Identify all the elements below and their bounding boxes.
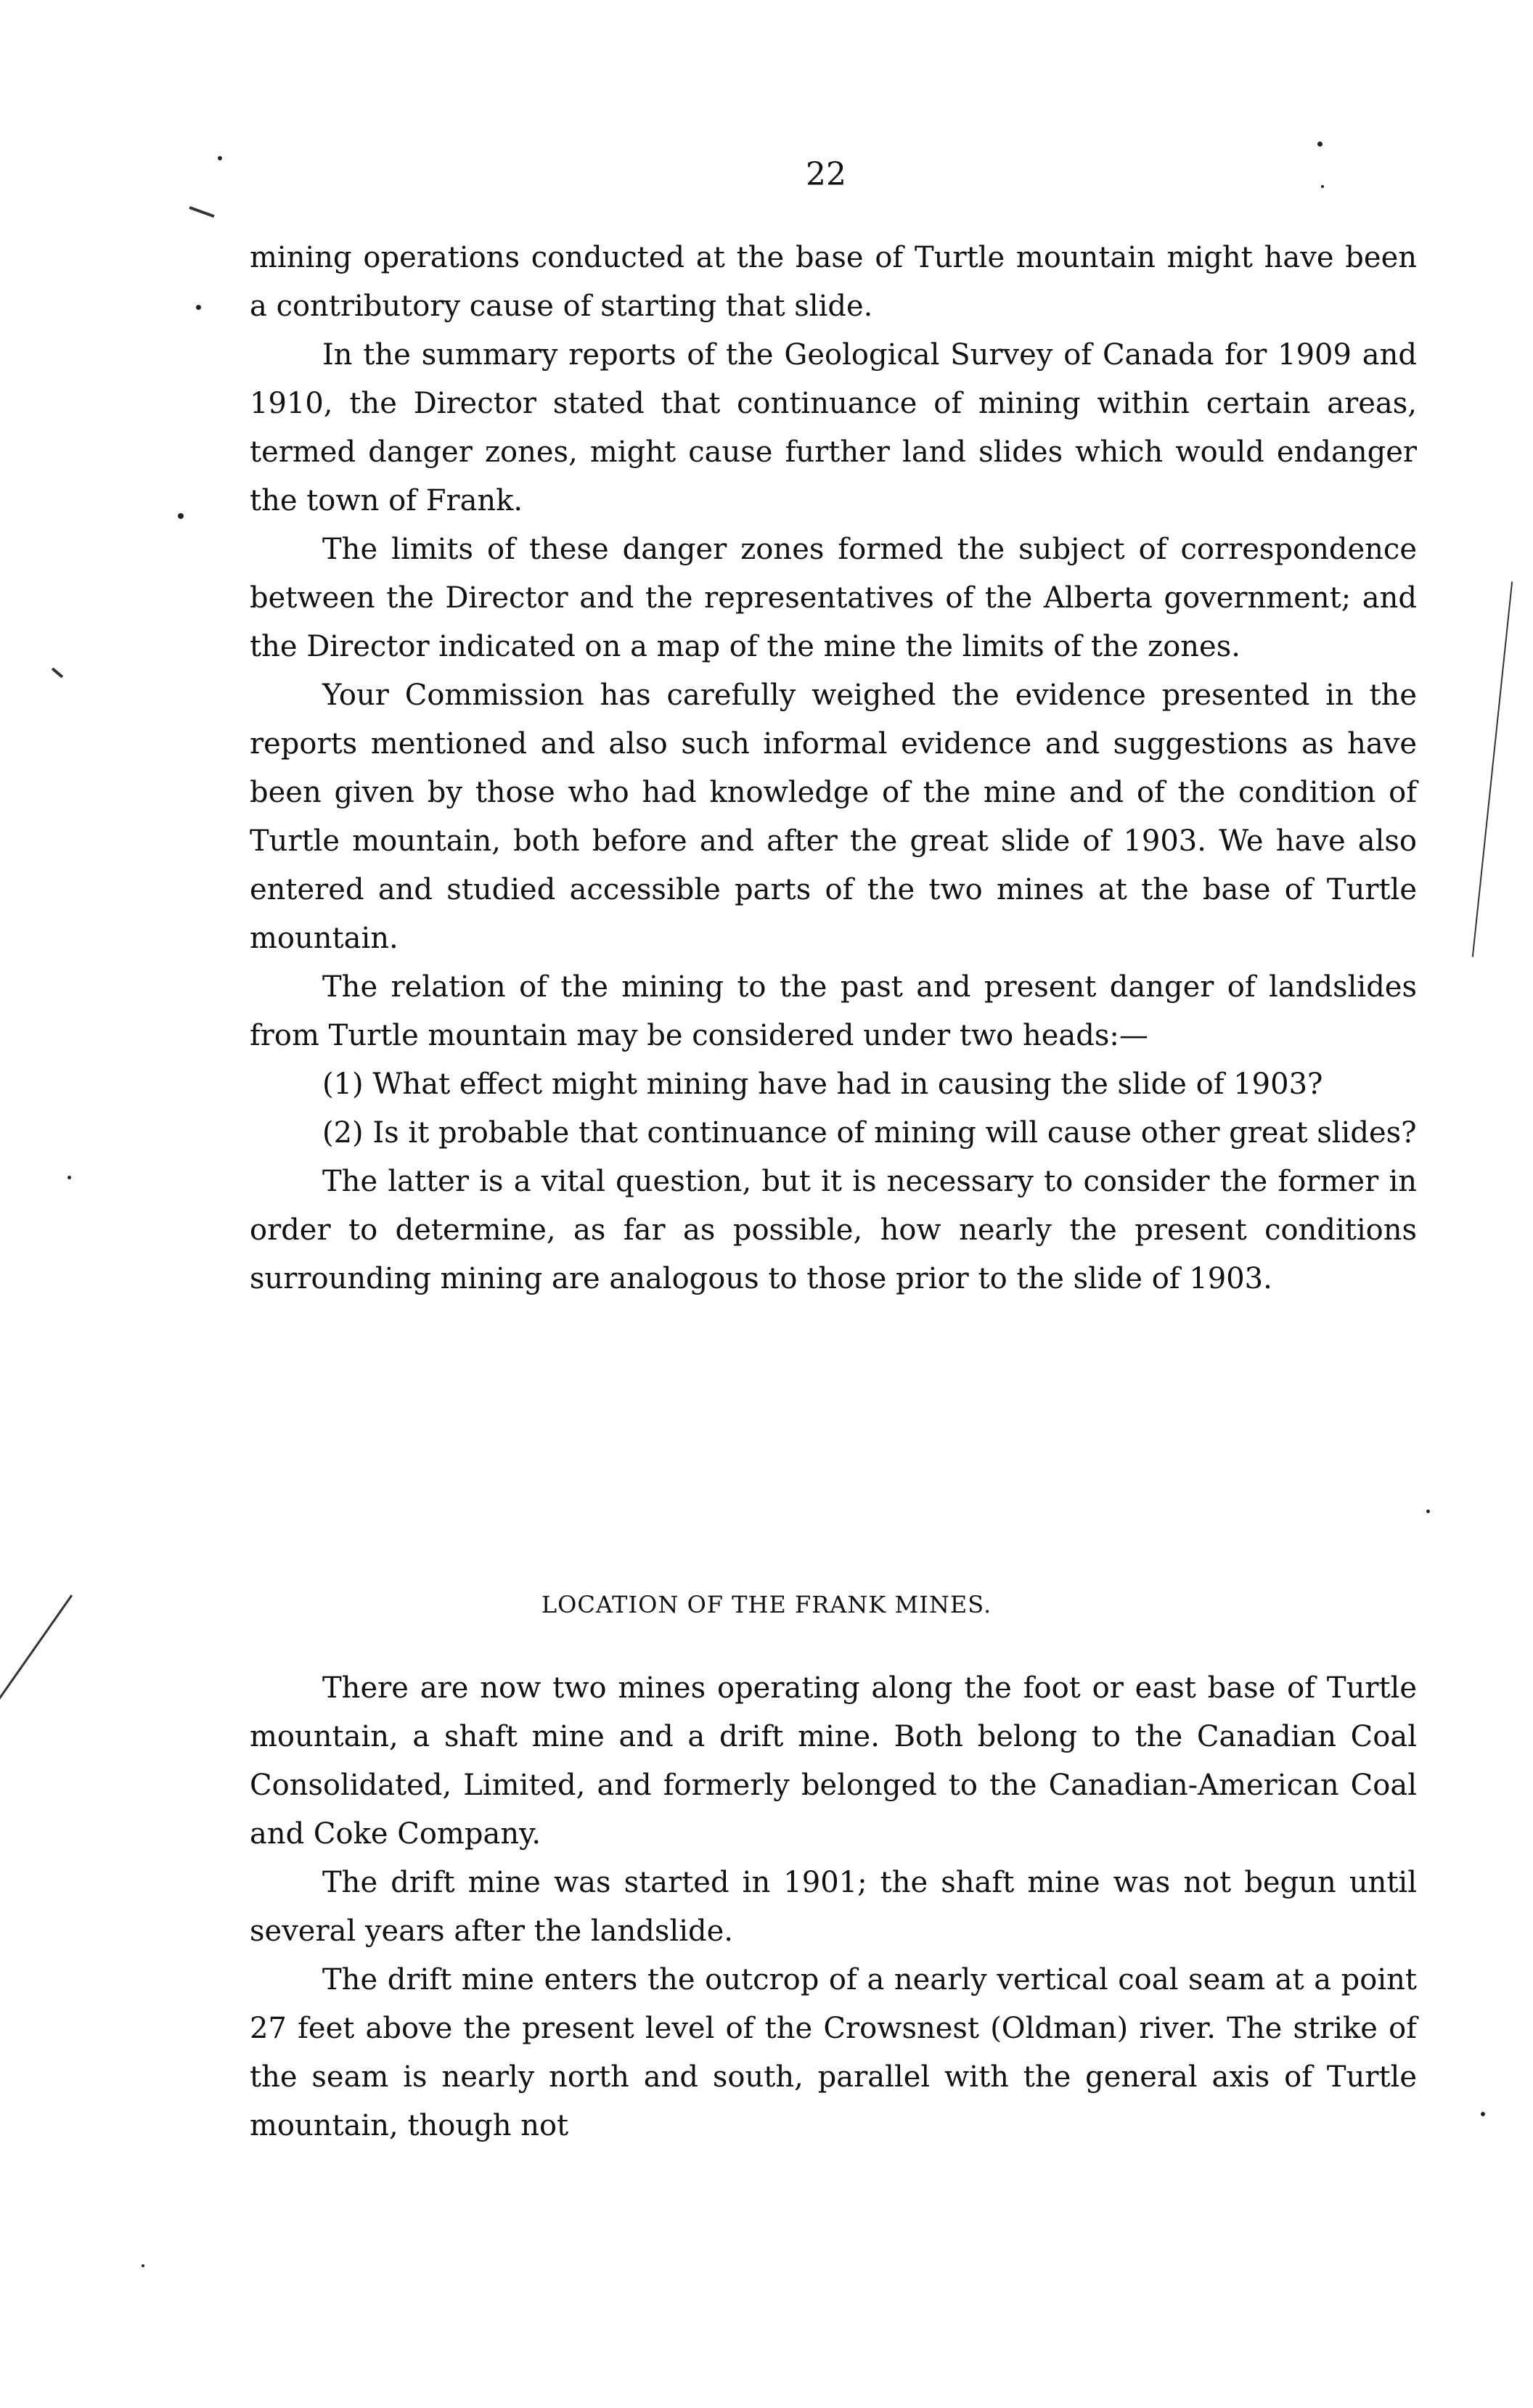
paragraph: (1) What effect might mining have had in causing the slide of 1903? bbox=[322, 1068, 1323, 1101]
paragraph: (2) Is it probable that continuance of mining will cause other great slides? bbox=[322, 1116, 1417, 1150]
scan-speck bbox=[1317, 142, 1323, 147]
paragraph: The relation of the mining to the past and present danger of landslides from Turtle mountain may be considered under two heads:— bbox=[250, 970, 1417, 1052]
paragraph: The drift mine was started in 1901; the shaft mine was not begun until several years after the landslide. bbox=[250, 1866, 1417, 1948]
paragraph: The drift mine enters the outcrop of a nearly vertical coal seam at a point 27 feet above the present level of the Crowsnest (Oldman) river. The strike of the seam is nearly north and south, parallel with the general axis of Turtle mountain, though not bbox=[250, 1963, 1417, 2142]
section-heading: LOCATION OF THE FRANK MINES. bbox=[541, 1591, 992, 1618]
scan-speck bbox=[68, 1176, 71, 1179]
paragraph: The latter is a vital question, but it is necessary to consider the former in order to determine, as far as possible, how nearly the present conditions surrounding mining are analogous to those prior to the slide of 1903. bbox=[250, 1165, 1417, 1295]
scan-speck bbox=[1481, 2112, 1485, 2116]
scan-speck bbox=[218, 156, 222, 160]
body-text-bottom bbox=[250, 1664, 1417, 2150]
paragraph: mining operations conducted at the base of Turtle mountain might have been a contributory cause of starting that slide. bbox=[250, 241, 1417, 323]
scan-speck bbox=[196, 305, 201, 310]
paragraph: Your Commission has carefully weighed the evidence presented in the reports mentioned and also such informal evidence and suggestions as have been given by those who had knowledge of the mine and of the condition of Turtle mountain, both before and after the great slide of 1903. We have also entered and studied accessible parts of the two mines at the base of Turtle mountain. bbox=[250, 679, 1417, 955]
paragraph: There are now two mines operating along the foot or east base of Turtle mountain, a shaft mine and a drift mine. Both belong to the Canadian Coal Consolidated, Limited, and formerly belonged to the Canadian-American Coal and Coke Company. bbox=[250, 1671, 1417, 1851]
scan-speck bbox=[142, 2264, 144, 2267]
scan-speck bbox=[1426, 1510, 1430, 1513]
scan-mark bbox=[52, 668, 63, 679]
paragraph: The limits of these danger zones formed the subject of correspondence between the Director and the representatives of the Alberta government; and the Director indicated on a map of the mine the limits of the zones. bbox=[250, 533, 1417, 663]
scan-mark bbox=[1472, 581, 1513, 957]
scan-speck bbox=[178, 513, 184, 519]
scan-speck bbox=[1321, 185, 1324, 188]
scan-mark bbox=[189, 206, 214, 218]
body-text-top bbox=[250, 234, 1417, 1303]
page-number: 22 bbox=[806, 156, 846, 193]
paragraph: In the summary reports of the Geological Survey of Canada for 1909 and 1910, the Director stated that continuance of mining within certain areas, termed danger zones, might cause further land slides which would endanger the town of Frank. bbox=[250, 338, 1417, 517]
